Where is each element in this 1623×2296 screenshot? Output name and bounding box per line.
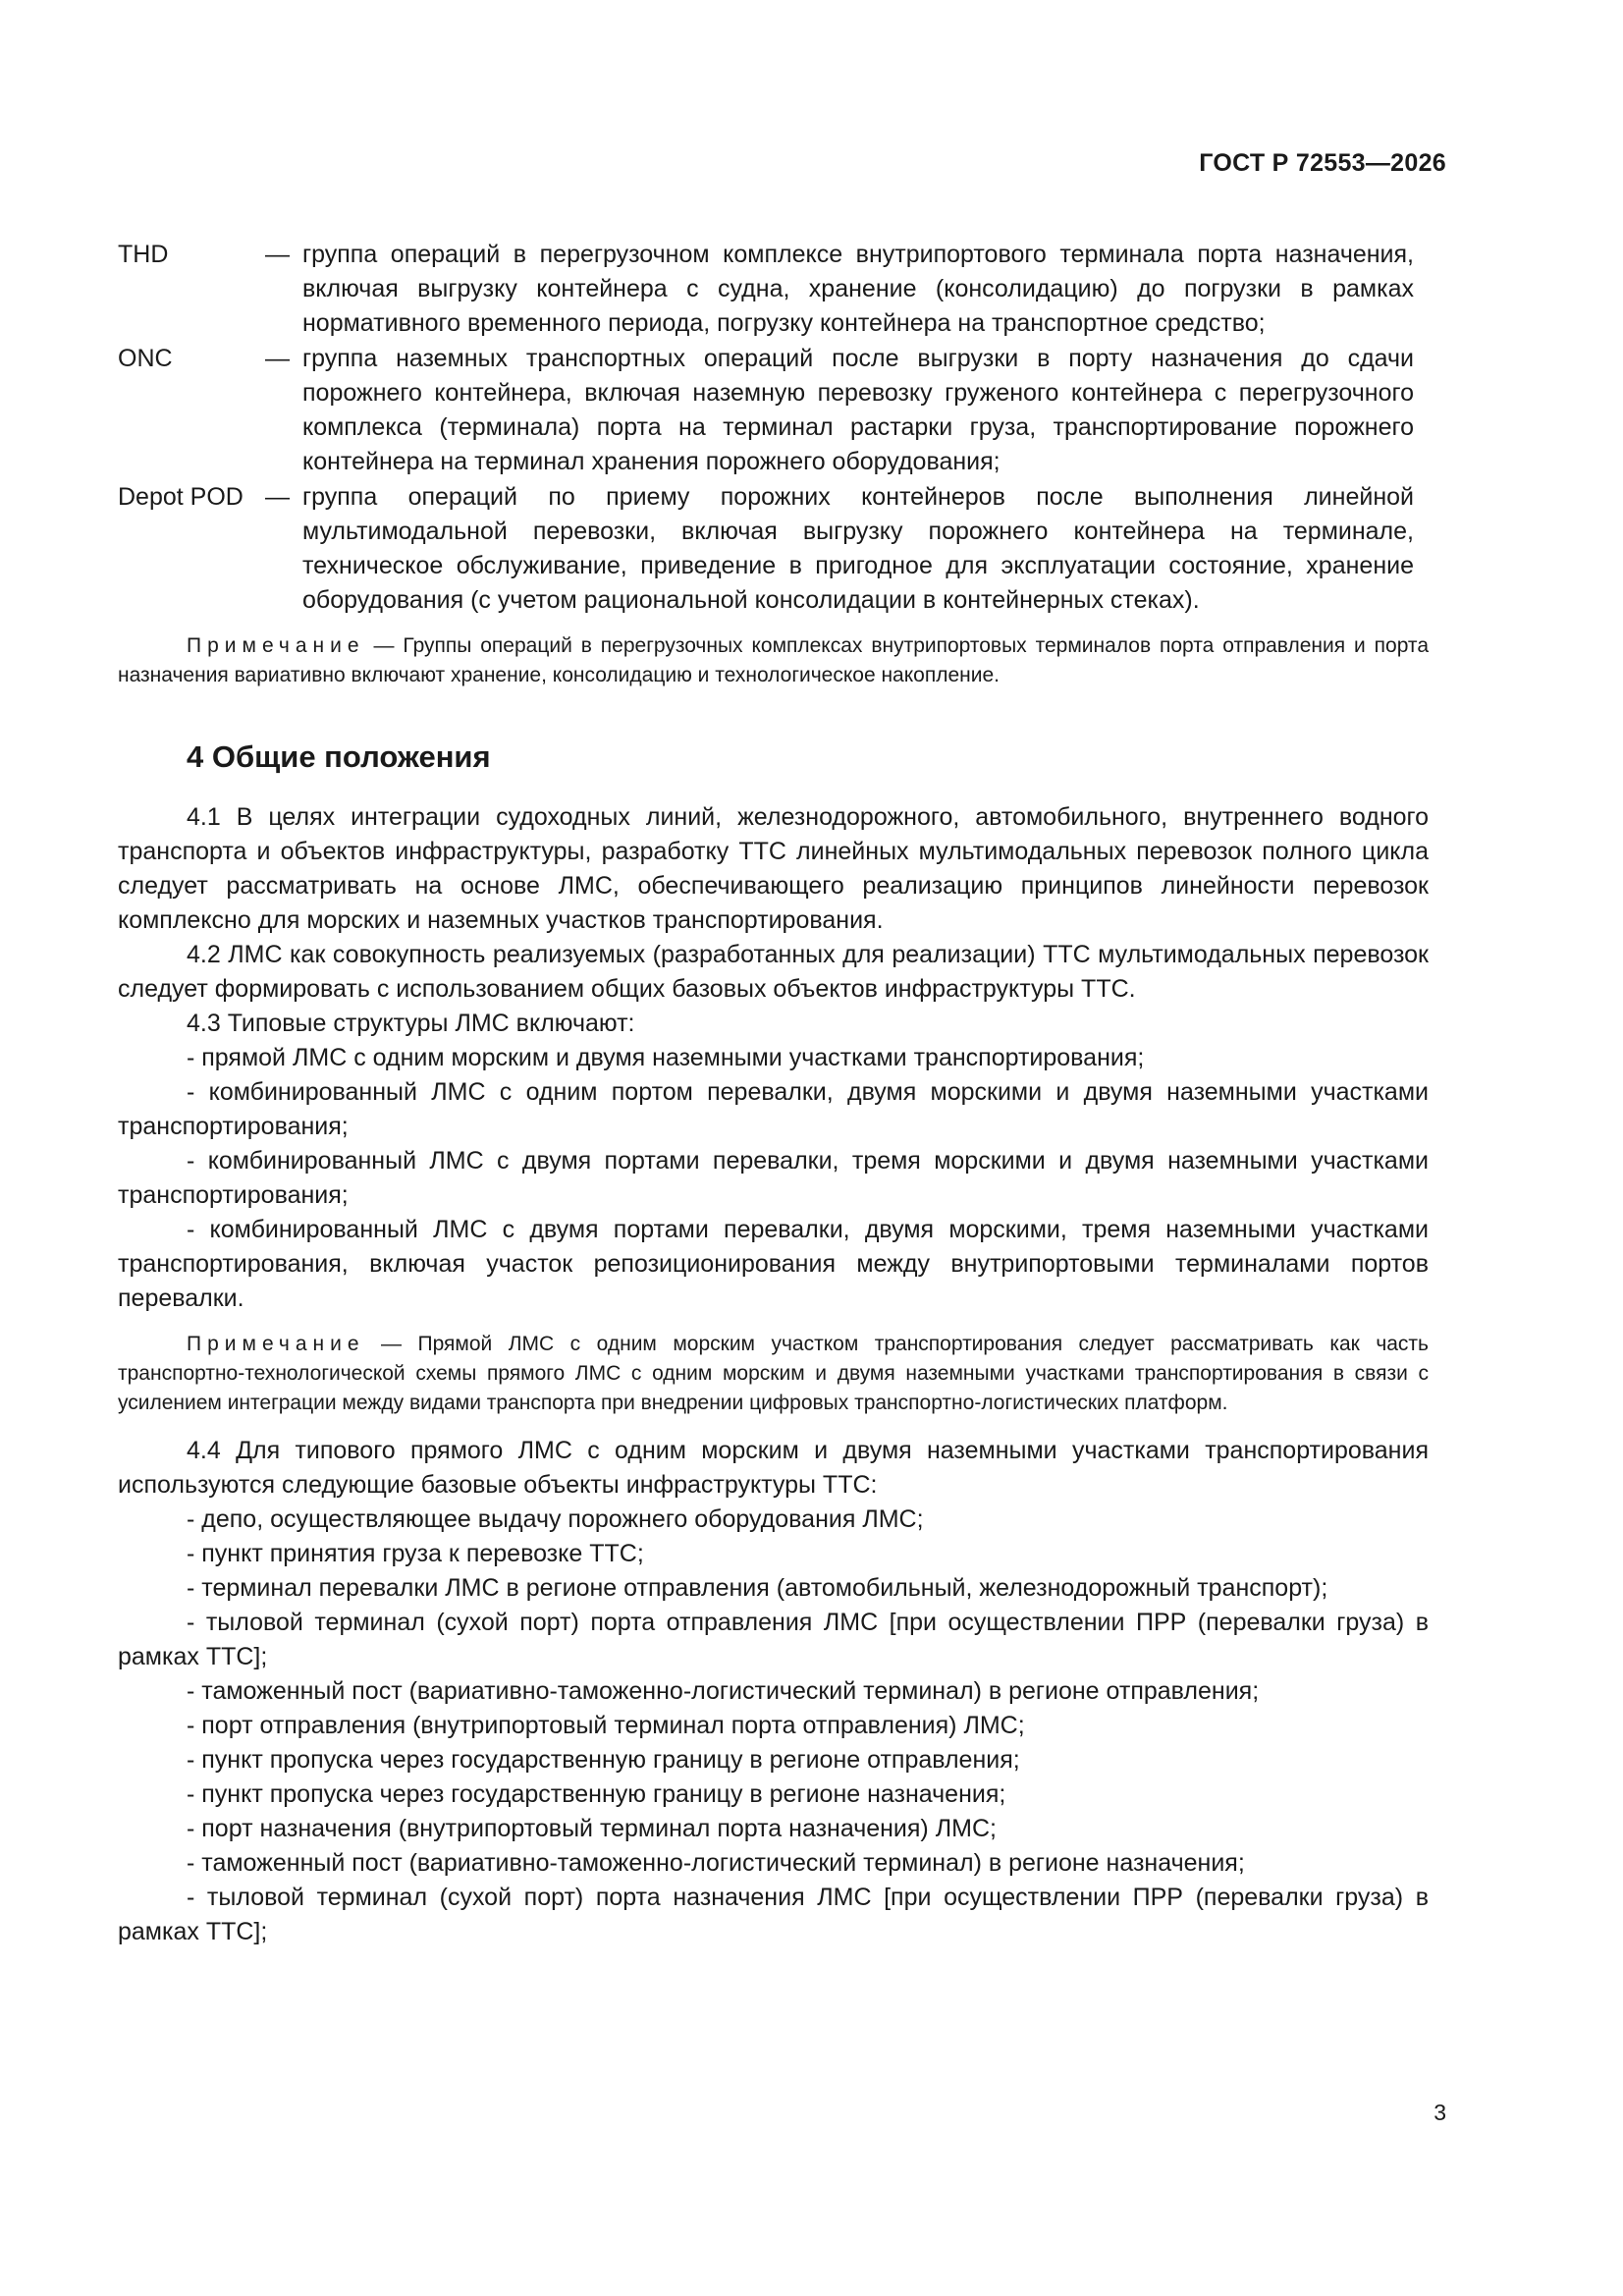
term-abbr: Depot POD — [118, 483, 243, 511]
term-entry-depot-pod — [118, 480, 1429, 618]
list-item: - порт назначения (внутрипортовый терминал порта назначения) ЛМС; — [187, 1815, 997, 1842]
paragraph-4-2: 4.2 ЛМС как совокупность реализуемых (разработанных для реализации) ТТС мультимодальных перевозок следует формировать с использованием общих базовых объектов инфраструктуры ТТС. — [118, 941, 1429, 1003]
list-item: - таможенный пост (вариативно-таможенно-логистический терминал) в регионе отправления; — [187, 1677, 1260, 1705]
list-item: - тыловой терминал (сухой порт) порта назначения ЛМС [при осуществлении ПРР (перевалки груза) в рамках ТТС]; — [118, 1884, 1429, 1945]
list-item: - порт отправления (внутрипортовый терминал порта отправления) ЛМС; — [187, 1712, 1025, 1739]
paragraph-4-1: 4.1 В целях интеграции судоходных линий, железнодорожного, автомобильного, внутреннего водного транспорта и объектов инфраструктуры, разработку ТТС линейных мультимодальных перевозок полного цикла следует рассматривать на основе ЛМС, обеспечивающего реализацию принципов линейности перевозок комплексно для морских и наземных участков транспортирования. — [118, 803, 1429, 934]
standard-code-header: ГОСТ Р 72553—2026 — [1199, 149, 1446, 177]
list-item: - пункт пропуска через государственную границу в регионе отправления; — [187, 1746, 1020, 1774]
paragraph-4-3: 4.3 Типовые структуры ЛМС включают: — [187, 1010, 635, 1037]
term-dash: — — [265, 483, 290, 511]
term-entry-onc — [118, 342, 1429, 479]
term-definition: группа операций в перегрузочном комплексе внутрипортового терминала порта назначения, включая выгрузку контейнера с судна, хранение (консолидацию) до погрузки в рамках нормативного временного периода, погрузку контейнера на транспортное средство; — [302, 241, 1414, 337]
term-definition: группа наземных транспортных операций после выгрузки в порту назначения до сдачи порожнего контейнера, включая наземную перевозку груженого контейнера с перегрузочного комплекса (терминала) порта на терминал растарки груза, транспортирование порожнего контейнера на терминал хранения порожнего оборудования; — [302, 345, 1414, 475]
term-entry-thd — [118, 238, 1429, 341]
page-number: 3 — [1434, 2100, 1446, 2125]
list-item: - таможенный пост (вариативно-таможенно-логистический терминал) в регионе назначения; — [187, 1849, 1245, 1877]
note-2 — [118, 1330, 1429, 1418]
list-item: - пункт пропуска через государственную границу в регионе назначения; — [187, 1780, 1006, 1808]
list-item: - пункт принятия груза к перевозке ТТС; — [187, 1540, 644, 1567]
list-item: - тыловой терминал (сухой порт) порта отправления ЛМС [при осуществлении ПРР (перевалки груза) в рамках ТТС]; — [118, 1609, 1429, 1670]
list-item: - прямой ЛМС с одним морским и двумя наземными участками транспортирования; — [187, 1044, 1145, 1071]
paragraph-4-4: 4.4 Для типового прямого ЛМС с одним морским и двумя наземными участками транспортирования используются следующие базовые объекты инфраструктуры ТТС: — [118, 1437, 1429, 1499]
note-label: Примечание — [187, 634, 365, 657]
term-dash: — — [265, 345, 290, 372]
list-item: - терминал перевалки ЛМС в регионе отправления (автомобильный, железнодорожный транспорт); — [187, 1574, 1328, 1602]
term-abbr: ONC — [118, 345, 173, 372]
term-dash: — — [265, 241, 290, 268]
list-item: - депо, осуществляющее выдачу порожнего оборудования ЛМС; — [187, 1505, 924, 1533]
note-text: — Прямой ЛМС с одним морским участком транспортирования следует рассматривать как часть транспортно-технологической схемы прямого ЛМС с одним морским и двумя наземными участками транспортирования в связи с усилением интеграции между видами транспорта при внедрении цифровых транспортно-логистических платформ. — [118, 1333, 1429, 1414]
section-heading: 4 Общие положения — [187, 739, 491, 774]
note-text: — Группы операций в перегрузочных комплексах внутрипортовых терминалов порта отправления и порта назначения вариативно включают хранение, консолидацию и технологическое накопление. — [118, 634, 1429, 686]
note-1 — [118, 631, 1429, 690]
list-item: - комбинированный ЛМС с одним портом перевалки, двумя морскими и двумя наземными участками транспортирования; — [118, 1078, 1429, 1140]
list-item: - комбинированный ЛМС с двумя портами перевалки, двумя морскими, тремя наземными участками транспортирования, включая участок репозиционирования между внутрипортовыми терминалами портов перевалки. — [118, 1216, 1429, 1312]
note-label: Примечание — [187, 1333, 365, 1355]
term-definition: группа операций по приему порожних контейнеров после выполнения линейной мультимодальной перевозки, включая выгрузку порожнего контейнера на терминале, техническое обслуживание, приведение в пригодное для эксплуатации состояние, хранение оборудования (с учетом рациональной консолидации в контейнерных стеках). — [302, 483, 1414, 614]
list-item: - комбинированный ЛМС с двумя портами перевалки, тремя морскими и двумя наземными участками транспортирования; — [118, 1147, 1429, 1209]
term-abbr: THD — [118, 241, 169, 268]
page-content — [118, 238, 1429, 1949]
